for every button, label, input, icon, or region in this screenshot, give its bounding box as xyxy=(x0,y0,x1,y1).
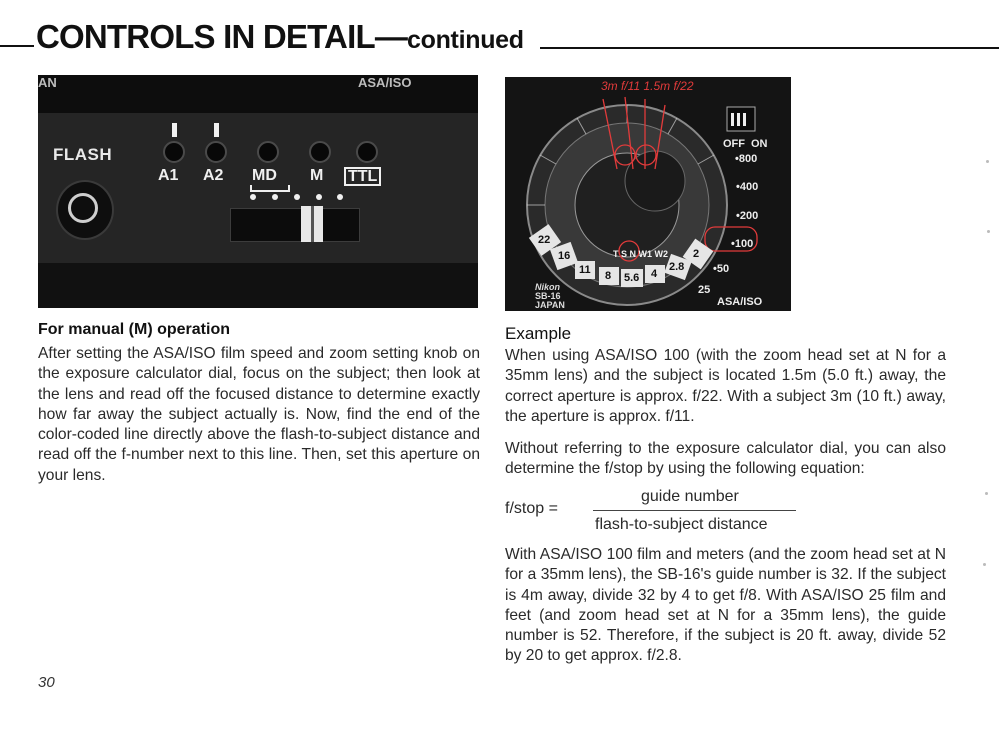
title-main: CONTROLS IN DETAIL xyxy=(36,18,375,55)
mode-label-md: MD xyxy=(252,167,277,184)
page-title-row xyxy=(0,18,999,62)
manual-operation-heading: For manual (M) operation xyxy=(38,321,230,338)
mode-hole-a2 xyxy=(205,141,227,163)
mode-hole-m xyxy=(309,141,331,163)
position-dot xyxy=(337,194,343,200)
fstop-equation xyxy=(505,486,805,538)
model-label: SB-16 xyxy=(535,291,561,301)
fraction-bar xyxy=(593,510,796,511)
photo-top-label-left: AN xyxy=(38,75,57,90)
example-heading: Example xyxy=(505,324,572,343)
equation-lhs: f/stop = xyxy=(505,500,558,517)
photo-top-label-right: ASA/ISO xyxy=(358,75,412,90)
page-title xyxy=(36,18,524,56)
title-dash: — xyxy=(374,18,408,55)
aperture-4: 4 xyxy=(651,268,658,280)
aperture-16: 16 xyxy=(558,250,571,262)
mode-label-a1: A1 xyxy=(158,167,179,184)
iso-value-200: •200 xyxy=(736,210,759,222)
iso-value-25: 25 xyxy=(698,284,711,296)
iso-value-100: •100 xyxy=(731,238,754,250)
example-paragraph-3: With ASA/ISO 100 film and meters (and the zoom head set at N for a 35mm lens), the SB-16's guide number is 32. If the subject is 4m away, divide 32 by 4 to get f/8. With ASA/ISO 25 film and feet (and zoom head set at N for a 35mm lens), the guide number is 52. Therefore, if the subject is 20 ft. away, divide 52 by 20 to get approx. f/2.8. xyxy=(505,546,946,665)
flash-button-ring-icon xyxy=(68,193,98,223)
md-bracket xyxy=(250,185,290,192)
mode-marker-a2 xyxy=(214,123,219,137)
aperture-8: 8 xyxy=(605,270,612,282)
mode-slider-knob-groove xyxy=(311,206,314,242)
nikon-sb16-brand xyxy=(535,283,565,310)
flash-label: FLASH xyxy=(53,145,113,164)
off-label: OFF xyxy=(723,138,745,150)
mode-hole-md xyxy=(257,141,279,163)
title-rule-left xyxy=(0,45,34,47)
aperture-5-6: 5.6 xyxy=(624,272,640,284)
equation-numerator: guide number xyxy=(641,488,739,505)
equation-denominator: flash-to-subject distance xyxy=(595,516,768,533)
page-speck xyxy=(985,492,988,495)
aperture-22: 22 xyxy=(538,234,551,246)
iso-value-400: •400 xyxy=(736,181,759,193)
origin-label: JAPAN xyxy=(535,300,565,310)
exposure-calculator-dial-photo xyxy=(505,77,791,311)
page-speck xyxy=(983,563,986,566)
photo-top-strip xyxy=(38,75,478,115)
mode-label-ttl: TTL xyxy=(344,167,381,186)
aperture-2-8: 2.8 xyxy=(669,261,685,273)
nikon-logo: Nikon xyxy=(535,282,561,292)
mode-label-m: M xyxy=(310,167,324,184)
title-rule-right xyxy=(540,47,999,49)
mode-label-a2: A2 xyxy=(203,167,224,184)
example-paragraph-1: When using ASA/ISO 100 (with the zoom head set at N for a 35mm lens) and the subject is located 1.5m (5.0 ft.) away, the correct aperture is approx. f/22. With a subject 3m (10 ft.) away, the aperture is approx. f/11. xyxy=(505,347,946,425)
iso-label: ASA/ISO xyxy=(717,296,763,308)
red-distance-scale: 3m f/11 1.5m f/22 xyxy=(601,79,694,93)
example-paragraph-2: Without referring to the exposure calculator dial, you can also determine the f/stop by using the following equation: xyxy=(505,440,946,478)
mode-hole-a1 xyxy=(163,141,185,163)
page-speck xyxy=(986,160,989,163)
manual-operation-body: After setting the ASA/ISO film speed and zoom setting knob on the exposure calculator dial, focus on the subject; then look at the lens and read off the focused distance to determine exactly how far away the subject actually is. Now, find the end of the color-coded line directly above the flash-to-subject distance and read off the f-number next to this line. Then, set this aperture on your lens. xyxy=(38,345,480,484)
iso-value-800: •800 xyxy=(735,153,758,165)
position-dot xyxy=(316,194,322,200)
aperture-11: 11 xyxy=(579,264,591,276)
flash-control-panel-photo xyxy=(38,75,478,308)
aperture-2: 2 xyxy=(693,248,700,260)
page-number: 30 xyxy=(38,674,55,691)
mode-hole-ttl xyxy=(356,141,378,163)
page-speck xyxy=(987,230,990,233)
on-label: ON xyxy=(751,138,768,150)
zoom-scale: T S N W1 W2 xyxy=(613,249,669,259)
calculator-dial-graphic xyxy=(505,77,791,311)
photo-bottom-strip xyxy=(38,263,478,308)
mode-marker-a1 xyxy=(172,123,177,137)
mode-slider-track xyxy=(230,208,360,242)
iso-value-50: •50 xyxy=(713,263,730,275)
position-dot xyxy=(250,194,256,200)
position-dot xyxy=(294,194,300,200)
title-continued: continued xyxy=(407,26,524,54)
position-dot xyxy=(272,194,278,200)
